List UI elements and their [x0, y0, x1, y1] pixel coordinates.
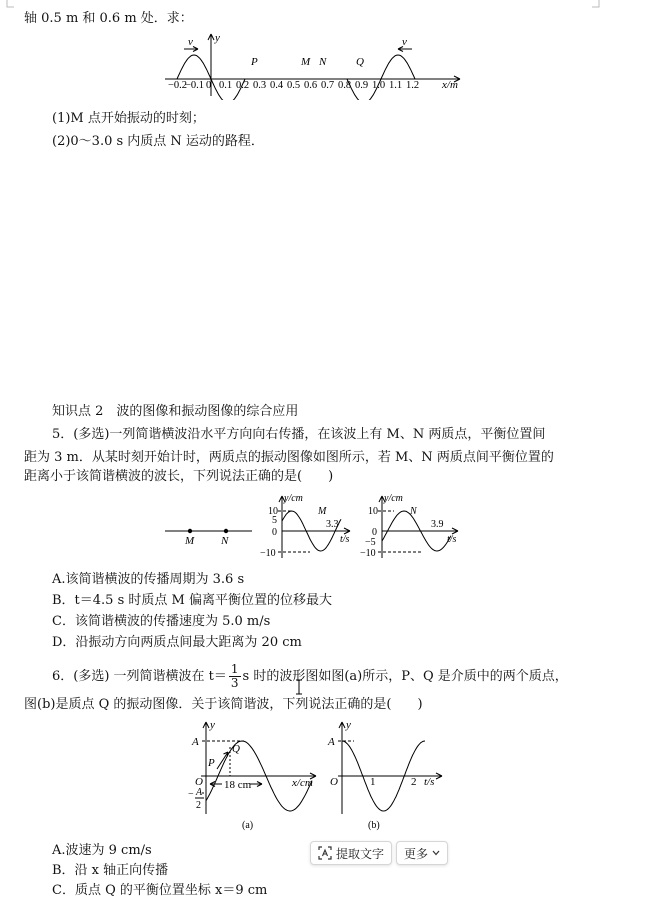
q5-g1-tend: 3.3 — [326, 519, 339, 530]
q6-figure-b — [326, 716, 446, 834]
wave-figure-1 — [160, 28, 470, 100]
q6b-A-label: A — [328, 736, 335, 748]
wave1-tick-label: −0.2 — [168, 80, 188, 91]
page-corner-mark-right — [592, 0, 606, 10]
q6-figure-a — [186, 716, 326, 834]
q5-g2-tend: 3.9 — [431, 519, 444, 530]
q6b-x-label: t/s — [424, 776, 435, 788]
q6-option-C: C．质点 Q 的平衡位置坐标 x＝9 cm — [52, 883, 268, 898]
chevron-down-icon — [432, 850, 440, 856]
wave1-x-unit: x/m — [442, 79, 458, 91]
q5-point-N-dot — [224, 529, 228, 533]
wave1-tick-label: 0.1 — [219, 80, 233, 91]
wave1-tick-label: 0.3 — [253, 80, 267, 91]
q5-point-M-dot — [188, 529, 192, 533]
q5-g1-tick10: 10 — [268, 506, 278, 517]
q6a-length-label: 18 cm — [224, 779, 252, 791]
q4-sub2: (2)0～3.0 s 内质点 N 运动的路程． — [52, 134, 264, 149]
wave1-point-P: P — [251, 56, 258, 68]
q5-line1: 5．(多选)一列简谐横波沿水平方向向右传播，在该波上有 M、N 两质点，平衡位置间 — [52, 427, 546, 442]
q5-point-N-label: N — [221, 535, 229, 547]
wave1-tick-label: −0.1 — [185, 80, 205, 91]
q5-g2-tick0: 0 — [372, 527, 377, 538]
q5-g1-tag: M — [318, 506, 327, 517]
wave1-tick-label: 0.5 — [287, 80, 301, 91]
svg-text:−: − — [188, 789, 194, 800]
section2-title: 知识点 2 波的图像和振动图像的综合应用 — [52, 404, 299, 419]
q5-option-C: C．该简谐横波的传播速度为 5.0 m/s — [52, 614, 271, 629]
q6a-O-label: O — [195, 776, 203, 788]
q6-option-B: B．沿 x 轴正向传播 — [52, 863, 169, 878]
q6a-P-label: P — [208, 757, 215, 769]
q5-g2-tick10: 10 — [368, 506, 378, 517]
q6-fraction-num: 1 — [230, 662, 239, 676]
q6-line1-post: s 时的波形图如图(a)所示，P、Q 是介质中的两个质点， — [242, 668, 568, 684]
extract-text-label: 提取文字 — [336, 846, 385, 861]
q5-option-A: A.该简谐横波的传播周期为 3.6 s — [52, 572, 245, 587]
q6-fraction-den: 3 — [230, 676, 239, 690]
q5-g1-tickm10: −10 — [260, 548, 276, 559]
q6b-t1-label: 1 — [370, 776, 376, 788]
wave1-tick-label: 0.2 — [236, 80, 250, 91]
page-corner-mark-left — [0, 0, 14, 10]
text-cursor-icon — [295, 679, 303, 695]
q5-option-D: D．沿振动方向两质点间最大距离为 20 cm — [52, 635, 302, 650]
q6b-caption: (b) — [368, 820, 380, 831]
wave1-v-right: v — [402, 36, 407, 48]
q5-point-M-label: M — [185, 535, 195, 547]
q6b-t2-label: 2 — [411, 776, 417, 788]
q6a-y-label: y — [210, 719, 215, 731]
q6-line1-pre: 6．(多选) 一列简谐横波在 t＝ — [52, 668, 227, 684]
q5-g2-tag: N — [410, 506, 417, 517]
extract-text-button[interactable] — [310, 841, 392, 865]
q6-line1 — [52, 663, 568, 690]
q5-g1-tick0: 0 — [272, 527, 277, 538]
q4-sub1: (1)M 点开始振动的时刻； — [52, 111, 205, 126]
q5-figure — [160, 490, 480, 566]
q6-fraction — [229, 663, 241, 690]
extract-text-icon — [318, 846, 332, 860]
wave1-tick-label: 1.2 — [406, 80, 420, 91]
q6b-O-label: O — [330, 776, 338, 788]
wave1-tick-label: 1.1 — [389, 80, 403, 91]
q6a-Q-label: Q — [232, 743, 240, 755]
q6-line2: 图(b)是质点 Q 的振动图像．关于该简谐波，下列说法正确的是( ) — [24, 697, 423, 712]
wave1-point-M: M — [301, 56, 311, 68]
q5-g2-tickm5: −5 — [365, 537, 376, 548]
top-text: 轴 0.5 m 和 0.6 m 处．求： — [24, 11, 193, 26]
wave1-v-left: v — [188, 36, 193, 48]
wave1-tick-label: 0.8 — [338, 80, 352, 91]
q5-g1-ylabel: y/cm — [284, 493, 303, 504]
wave1-point-N: N — [319, 56, 327, 68]
q5-g2-xlabel: t/s — [447, 534, 457, 545]
q6-option-A: A.波速为 9 cm/s — [52, 843, 152, 858]
q5-g2-tickm10: −10 — [360, 548, 376, 559]
q6a-negA-num: A — [196, 787, 203, 798]
q5-line3: 距离小于该简谐横波的波长，下列说法正确的是( ) — [24, 469, 334, 484]
more-button[interactable] — [396, 841, 448, 865]
wave1-tick-label: 0.6 — [304, 80, 318, 91]
wave1-point-Q: Q — [356, 56, 364, 68]
q5-g1-xlabel: t/s — [340, 534, 350, 545]
wave1-tick-label: 0.4 — [270, 80, 284, 91]
wave1-tick-label: 0.9 — [355, 80, 369, 91]
wave1-y-label: y — [215, 32, 220, 44]
q6b-y-label: y — [346, 719, 351, 731]
more-label: 更多 — [404, 846, 429, 861]
q6a-x-label: x/cm — [292, 777, 313, 789]
wave1-tick-label: 1.0 — [372, 80, 386, 91]
q5-option-B: B．t＝4.5 s 时质点 M 偏离平衡位置的位移最大 — [52, 593, 332, 608]
wave1-tick-label: 0 — [206, 80, 212, 91]
q6a-caption: (a) — [242, 820, 254, 831]
q6a-negA-den: 2 — [196, 800, 201, 811]
wave1-tick-label: 0.7 — [321, 80, 335, 91]
q6a-A-label: A — [192, 736, 199, 748]
q5-g1-tick5: 5 — [272, 515, 277, 526]
q5-g2-ylabel: y/cm — [384, 493, 403, 504]
q5-line2: 距为 3 m．从某时刻开始计时，两质点的振动图像如图所示，若 M、N 两质点间平衡位置的 — [24, 450, 554, 465]
